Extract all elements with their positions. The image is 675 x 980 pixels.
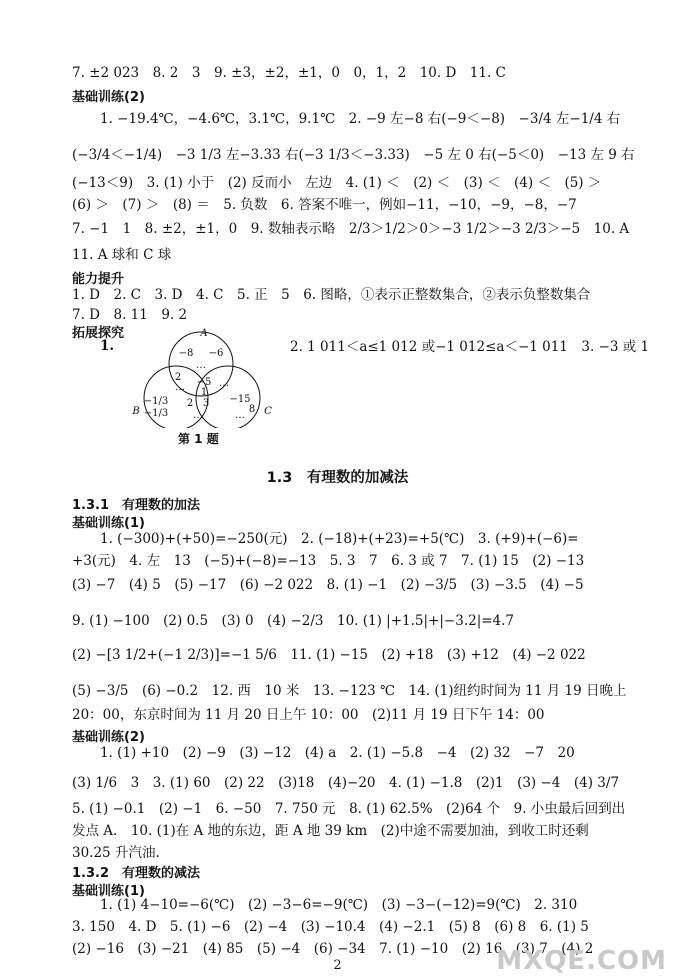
- venn-value: 3: [202, 398, 210, 409]
- venn-label-c: C: [264, 406, 272, 417]
- section-heading: 能力提升: [72, 272, 125, 287]
- answer-line: (3) 1/6 3 3. (1) 60 (2) 22 (3)18 (4)−20 4. (1) −1.8 (2)1 (3) −4 (4) 3/7: [72, 775, 620, 791]
- venn-value: …: [175, 382, 185, 393]
- venn-value: −15: [229, 394, 251, 405]
- venn-value: −5: [196, 377, 212, 388]
- answer-line: 3. 150 4. D 5. (1) −6 (2) −4 (3) −10.4 (4) −2.1 (5) 8 (6) 8 6. (1) 5: [72, 919, 589, 935]
- answer-line: 发点 A. 10. (1)在 A 地的东边，距 A 地 39 km (2)中途不需要加油，到收工时还剩: [72, 823, 589, 839]
- venn-value: …: [235, 410, 245, 421]
- section-heading: 拓展探究: [72, 326, 125, 341]
- answer-line: (5) −3/5 (6) −0.2 12. 西 10 米 13. −123 ℃ 14. (1)纽约时间为 11 月 19 日晚上: [72, 683, 627, 699]
- answer-line: 7. −1 1 8. ±2，±1，0 9. 数轴表示略 2/3＞1/2＞0＞−3 1/2＞−3 2/3＞−5 10. A: [72, 221, 630, 237]
- subsection-heading: 1.3.2 有理数的减法: [72, 866, 201, 881]
- answer-line: 1. −19.4℃，−4.6℃，3.1℃，9.1℃ 2. −9 左−8 右(−9＜−8) −3/4 左−1/4 右: [100, 111, 621, 127]
- venn-value: −1/3: [143, 396, 169, 407]
- answer-line: 7. D 8. 11 9. 2: [72, 307, 188, 323]
- answer-line: 7. ±2 023 8. 2 3 9. ±3，±2，±1，0 0，1，2 10. D 11. C: [72, 65, 506, 81]
- answer-line: 30.25 升汽油.: [72, 845, 160, 861]
- answer-line: 11. A 球和 C 球: [72, 247, 172, 263]
- venn-value: …: [193, 410, 203, 421]
- venn-value: 8: [248, 404, 256, 415]
- answer-line: 1. (1) 4−10=−6(℃) (2) −3−6=−9(℃) (3) −3−(−12)=9(℃) 2. 310: [100, 897, 578, 913]
- figure-caption: 第 1 题: [178, 432, 219, 446]
- answer-line: 20：00，东京时间为 11 月 20 日上午 10：00 (2)11 月 19 日下午 14：00: [72, 707, 545, 723]
- venn-value: −8: [178, 348, 194, 359]
- venn-value: 2: [174, 372, 182, 383]
- answer-line: 2. 1 011＜a≤1 012 或−1 012≤a＜−1 011 3. −3 或 1: [290, 339, 650, 355]
- answer-line: (2) −16 (3) −21 (4) 85 (5) −4 (6) −34 7. (1) −10 (2) 16 (3) 7 (4) 2: [72, 941, 594, 957]
- venn-label-b: B: [132, 406, 140, 417]
- venn-value: −1/3: [143, 408, 169, 419]
- venn-label-a: A: [200, 328, 208, 339]
- section-heading: 基础训练(2): [72, 730, 145, 745]
- page-number: 2: [333, 958, 342, 973]
- chapter-title: 1.3 有理数的加减法: [266, 470, 409, 486]
- question-number: 1.: [100, 338, 115, 354]
- answer-line: (3) −7 (4) 5 (5) −17 (6) −2 022 8. (1) −1 (2) −3/5 (3) −3.5 (4) −5: [72, 577, 584, 593]
- answer-line: +3(元) 4. 左 13 (−5)+(−8)=−13 5. 3 7 6. 3 或 7 7. (1) 15 (2) −13: [72, 553, 585, 569]
- answer-line: (−3/4＜−1/4) −3 1/3 左−3.33 右(−3 1/3＜−3.33) −5 左 0 右(−5＜0) −13 左 9 右: [72, 147, 635, 163]
- venn-value: …: [219, 378, 229, 389]
- section-heading: 基础训练(2): [72, 90, 145, 105]
- answer-line: 1. D 2. C 3. D 4. C 5. 正 5 6. 图略，①表示正整数集合，②表示负整数集合: [72, 287, 591, 303]
- venn-diagram: [128, 328, 278, 428]
- venn-value: −6: [208, 348, 224, 359]
- answer-line: (2) −[3 1/2+(−1 2/3)]=−1 5/6 11. (1) −15 (2) +18 (3) +12 (4) −2 022: [72, 647, 586, 663]
- subsection-heading: 1.3.1 有理数的加法: [72, 498, 201, 513]
- answer-line: (6) ＞ (7) ＞ (8) ＝ 5. 负数 6. 答案不唯一，例如−11，−10，−9，−8，−7: [72, 197, 577, 213]
- watermark: MXQE.COM: [496, 946, 667, 976]
- answer-line: 1. (−300)+(+50)=−250(元) 2. (−18)+(+23)=+5(℃) 3. (+9)+(−6)=: [100, 531, 579, 547]
- venn-value: 2: [186, 398, 194, 409]
- answer-line: 5. (1) −0.1 (2) −1 6. −50 7. 750 元 8. (1) 62.5% (2)64 个 9. 小虫最后回到出: [72, 801, 626, 817]
- answer-line: 1. (1) +10 (2) −9 (3) −12 (4) a 2. (1) −5.8 −4 (2) 32 −7 20: [100, 745, 575, 761]
- section-heading: 基础训练(1): [72, 516, 145, 531]
- answer-line: 9. (1) −100 (2) 0.5 (3) 0 (4) −2/3 10. (1) |+1.5|+|−3.2|=4.7: [72, 613, 515, 629]
- venn-value: …: [196, 360, 206, 371]
- answer-line: (−13＜9) 3. (1) 小于 (2) 反而小 左边 4. (1) ＜ (2) ＜ (3) ＜ (4) ＜ (5) ＞: [72, 175, 602, 191]
- venn-value: 1: [200, 387, 208, 398]
- section-heading: 基础训练(1): [72, 884, 145, 899]
